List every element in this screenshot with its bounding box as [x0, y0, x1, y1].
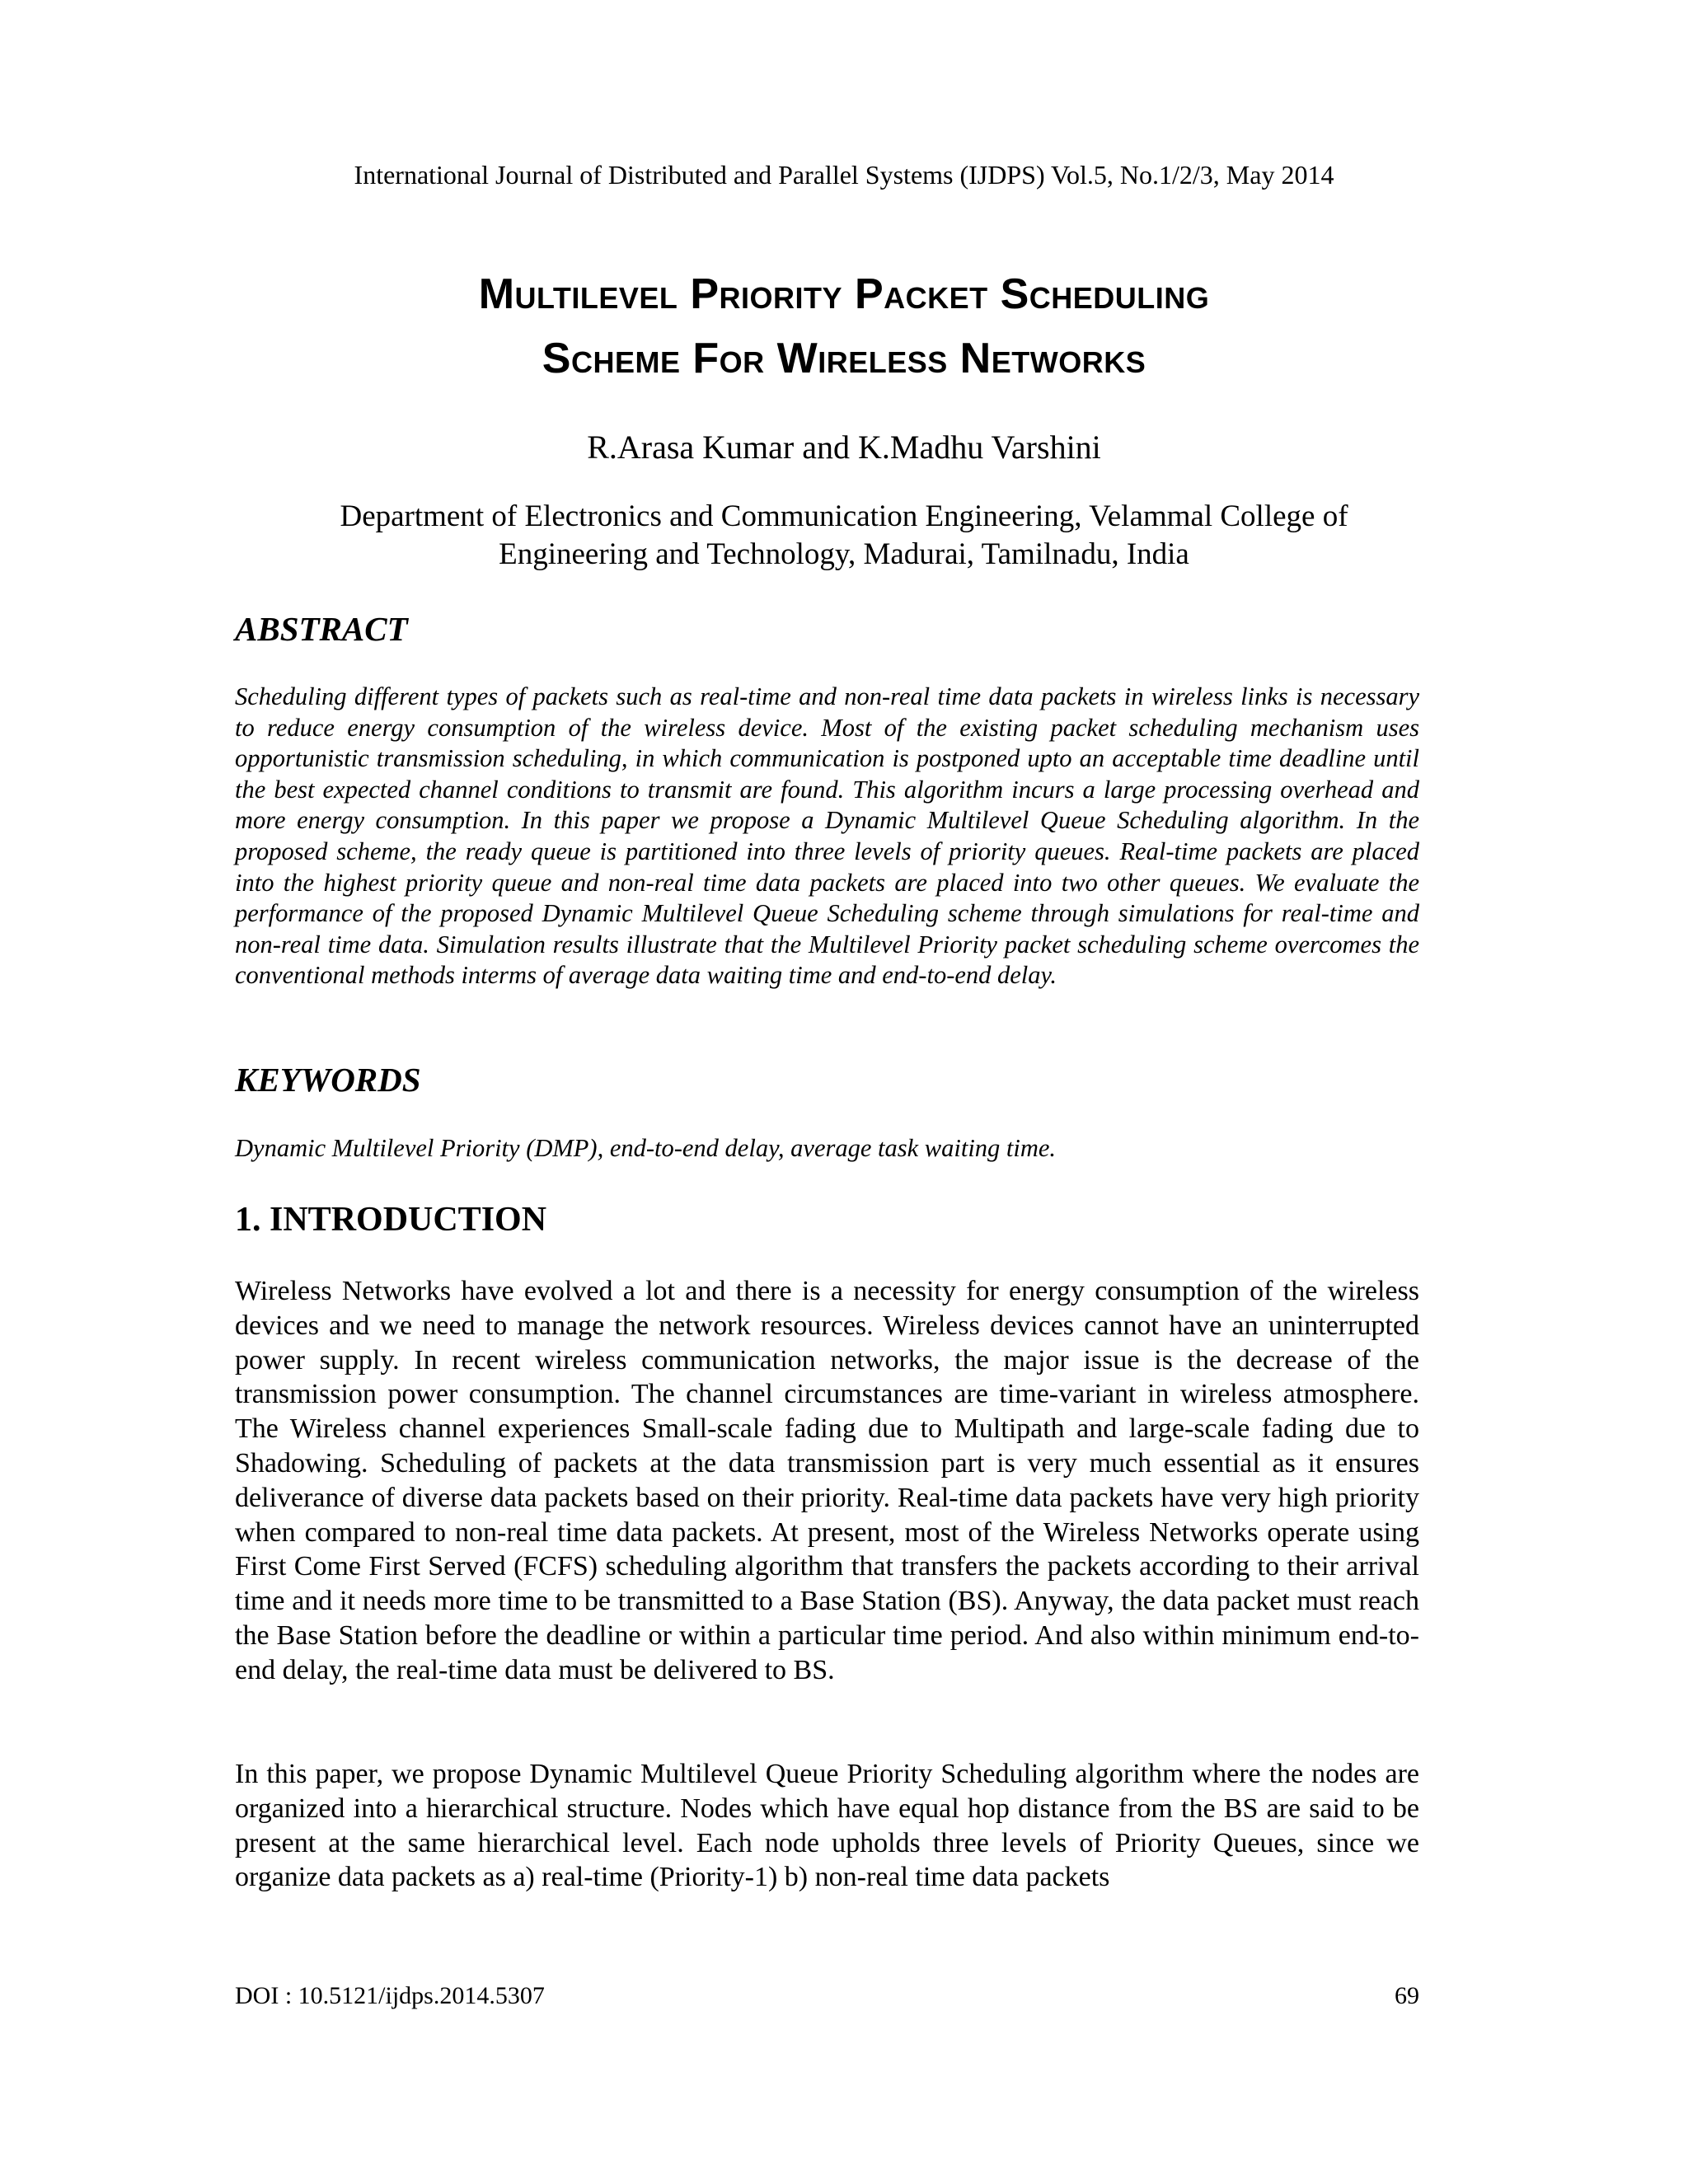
journal-header: International Journal of Distributed and Parallel Systems (IJDPS) Vol.5, No.1/2/3, May 2014 [354, 160, 1334, 190]
abstract-text: Scheduling different types of packets such as real-time and non-real time data packets in wireless links is necessary to reduce energy consumption of the wireless device. Most of the existing packet scheduling mechanism uses opportunistic transmission scheduling, in which communication is postponed upto an acceptable time deadline until the best expected channel conditions to transmit are found. This algorithm incurs a large processing overhead and more energy consumption. In this paper we propose a Dynamic Multilevel Queue Scheduling algorithm. In the proposed scheme, the ready queue is partitioned into three levels of priority queues. Real-time packets are placed into the highest priority queue and non-real time data packets are placed into two other queues. We evaluate the performance of the proposed Dynamic Multilevel Queue Scheduling scheme through simulations for real-time and non-real time data. Simulation results illustrate that the Multilevel Priority packet scheduling scheme overcomes the conventional methods interms of average data waiting time and end-to-end delay. [235, 682, 1419, 990]
keywords-heading: KEYWORDS [235, 1061, 421, 1099]
authors: R.Arasa Kumar and K.Madhu Varshini [587, 429, 1101, 466]
affiliation-line-1: Department of Electronics and Communication Engineering, Velammal College of [340, 499, 1348, 533]
keywords-text: Dynamic Multilevel Priority (DMP), end-to-end delay, average task waiting time. [235, 1134, 1057, 1162]
paper-title-line-2: Scheme For Wireless Networks [542, 335, 1146, 382]
page-number: 69 [1395, 1982, 1419, 2009]
introduction-paragraph-2: In this paper, we propose Dynamic Multilevel Queue Priority Scheduling algorithm where the nodes are organized into a hierarchical structure. Nodes which have equal hop distance from the BS are said to be present at the same hierarchical level. Each node upholds three levels of Priority Queues, since we organize data packets as a) real-time (Priority-1) b) non-real time data packets [235, 1759, 1419, 1893]
introduction-heading: 1. INTRODUCTION [235, 1201, 547, 1239]
footer-doi: DOI : 10.5121/ijdps.2014.5307 [235, 1982, 545, 2009]
paper-title [0, 262, 1688, 391]
abstract-heading: ABSTRACT [235, 610, 408, 648]
introduction-paragraph-1: Wireless Networks have evolved a lot and there is a necessity for energy consumption of the wireless devices and we need to manage the network resources. Wireless devices cannot have an uninterrupted power supply. In recent wireless communication networks, the major issue is the decrease of the transmission power consumption. The channel circumstances are time-variant in wireless atmosphere. The Wireless channel experiences Small-scale fading due to Multipath and large-scale fading due to Shadowing. Scheduling of packets at the data transmission part is very much essential as it ensures deliverance of diverse data packets based on their priority. Real-time data packets have very high priority when compared to non-real time data packets. At present, most of the Wireless Networks operate using First Come First Served (FCFS) scheduling algorithm that transfers the packets according to their arrival time and it needs more time to be transmitted to a Base Station (BS). Anyway, the data packet must reach the Base Station before the deadline or within a particular time period. And also within minimum end-to-end delay, the real-time data must be delivered to BS. [235, 1276, 1419, 1685]
affiliation [0, 498, 1688, 574]
paper-title-line-1: Multilevel Priority Packet Scheduling [478, 270, 1210, 318]
affiliation-line-2: Engineering and Technology, Madurai, Tamilnadu, India [499, 537, 1189, 571]
